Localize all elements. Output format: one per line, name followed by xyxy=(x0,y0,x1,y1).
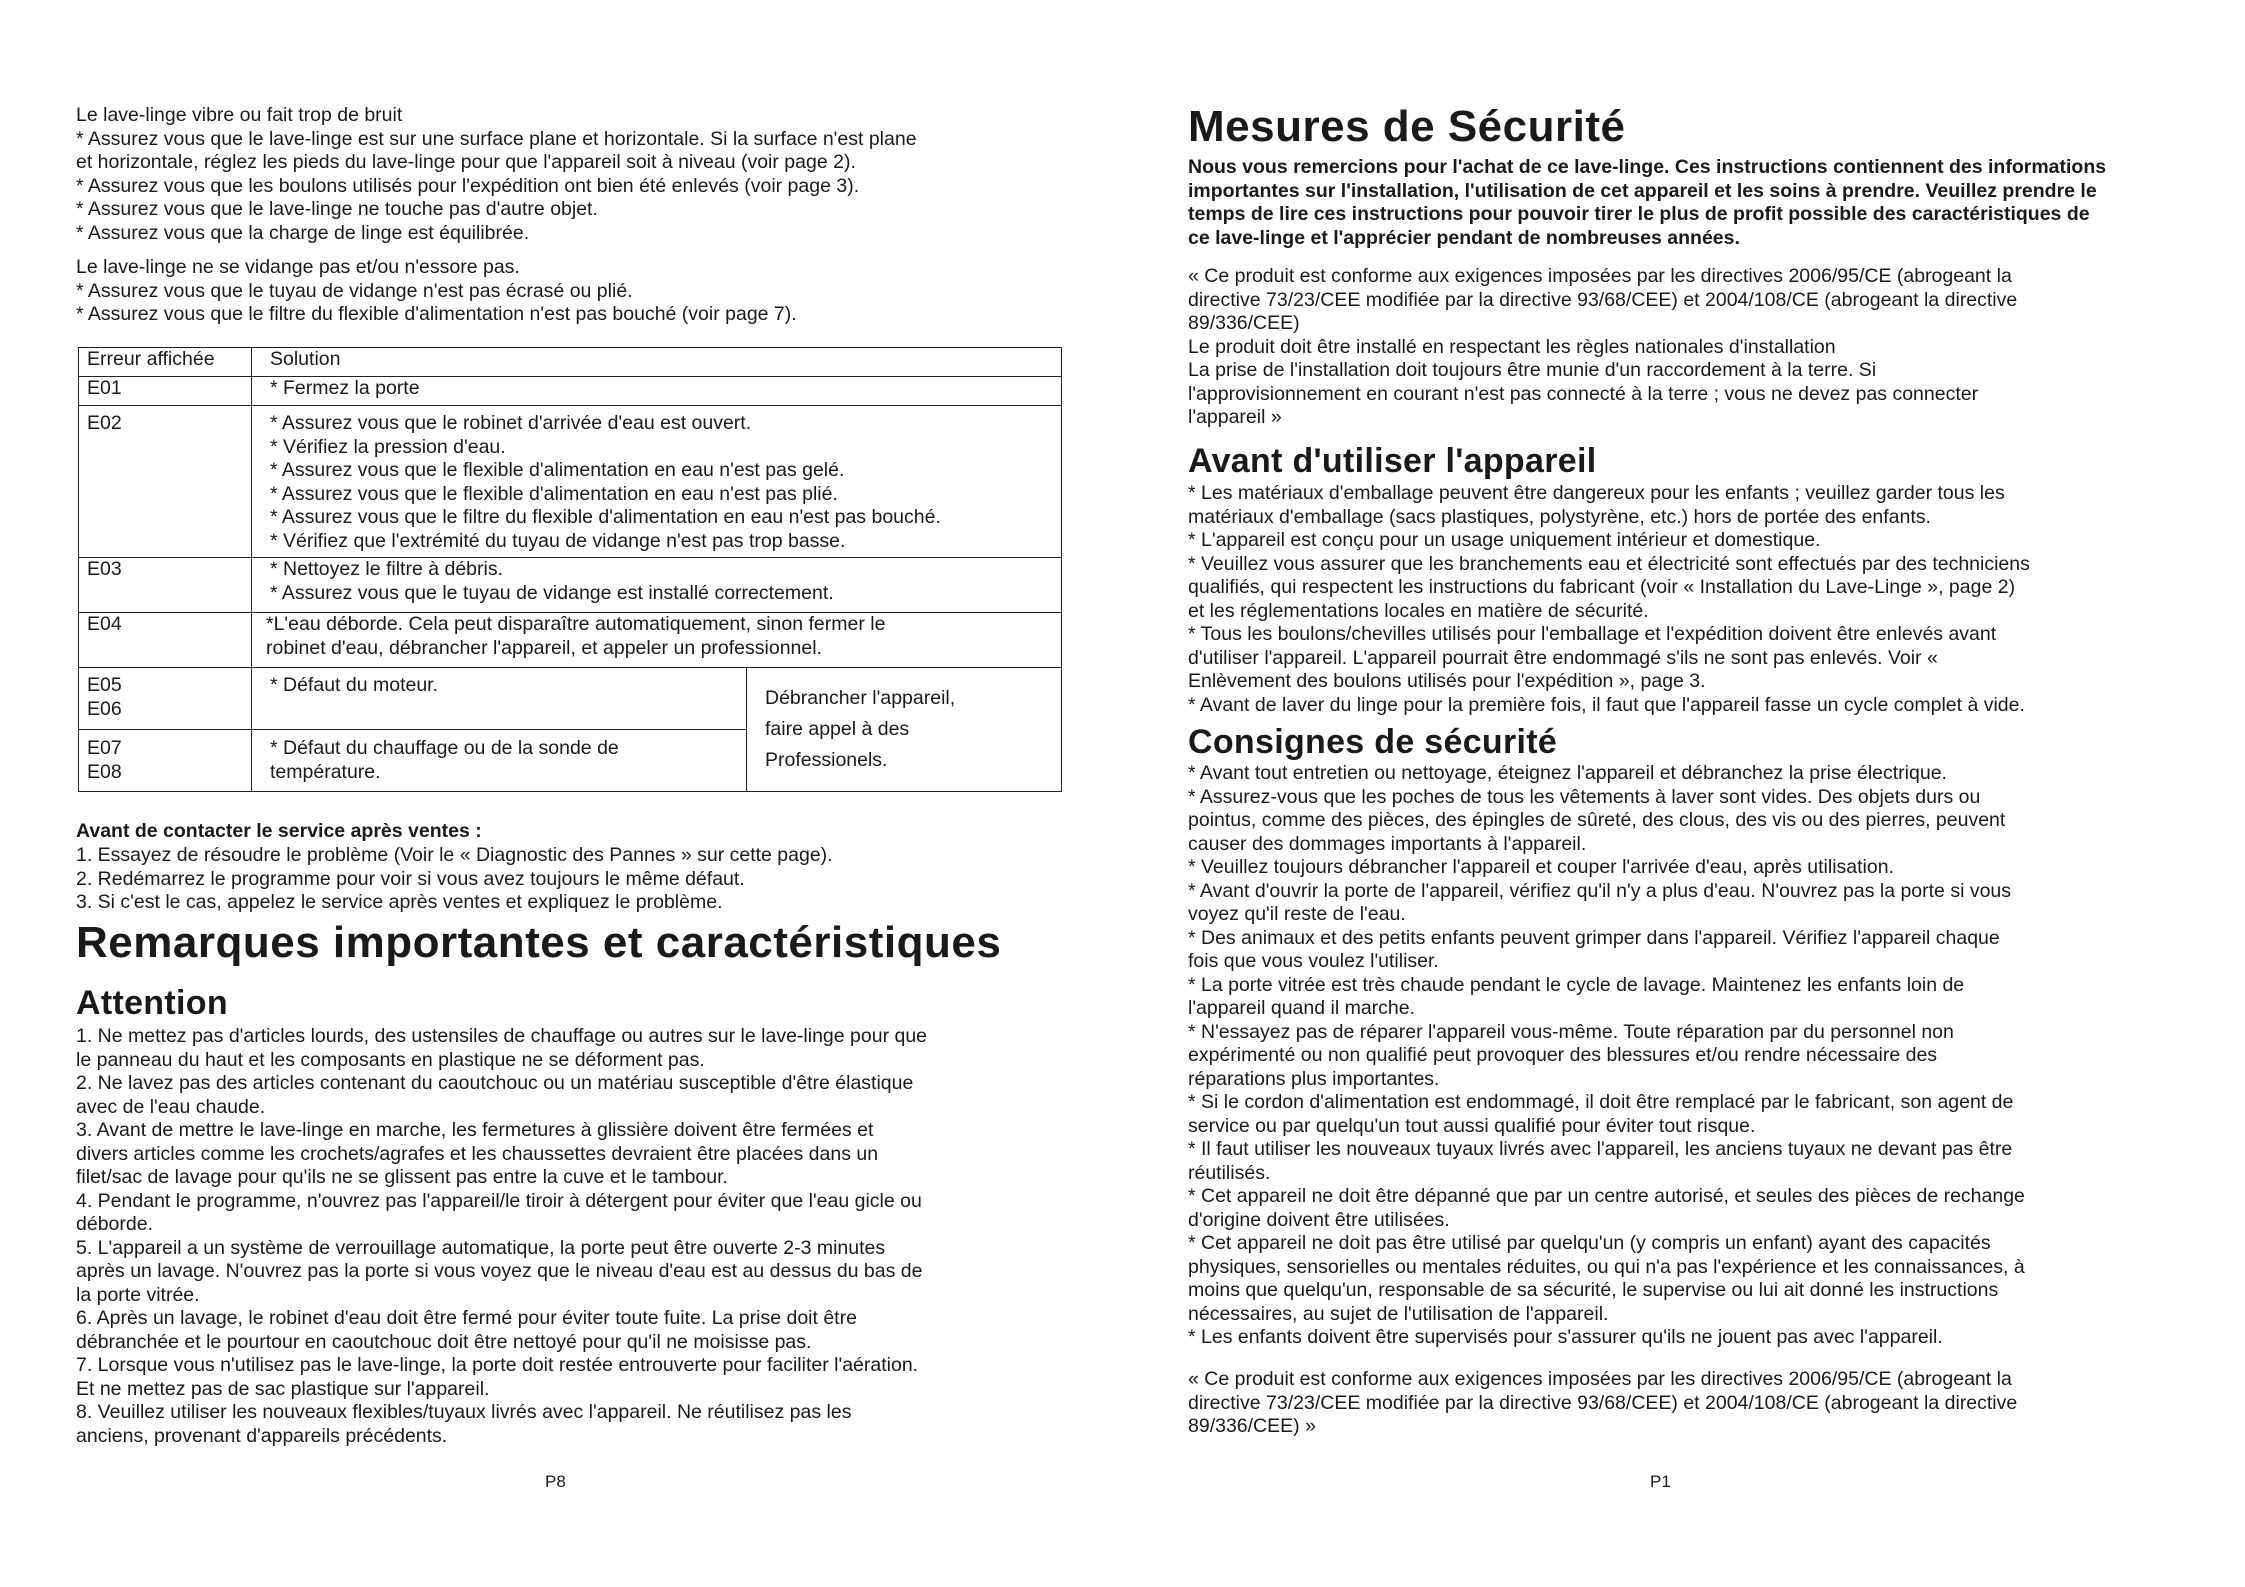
error-code-e05-e06: E05 E06 xyxy=(79,668,252,730)
noise-troubleshooting: Le lave-linge vibre ou fait trop de bruit * Assurez vous que le lave-linge est sur une surface plane et horizontale. Si la surface n'est plane et horizontale, réglez les pieds du lave-linge pour que l'appareil soit à niveau (voir page 2). * Assurez vous que les boulons utilisés pour l'expédition ont bien été enlevés (voir page 3). * Assurez vous que le lave-linge ne touche pas d'autre objet. * Assurez vous que la charge de linge est équilibrée. xyxy=(76,104,917,244)
contact-title: Avant de contacter le service après ventes : xyxy=(76,820,482,842)
consignes-heading: Consignes de sécurité xyxy=(1188,723,1558,761)
remarques-heading: Remarques importantes et caractéristiques xyxy=(76,918,1002,967)
solution-e02: * Assurez vous que le robinet d'arrivée d'eau est ouvert. * Vérifiez la pression d'eau. * Assurez vous que le flexible d'alimentation en eau n'est pas gelé. * Assurez vous que le flexible d'alimentation en eau n'est pas plié. * Assurez vous que le filtre du flexible d'alimentation en eau n'est pas bouché. * Vérifiez que l'extrémité du tuyau de vidange n'est pas trop basse. xyxy=(252,406,1062,558)
error-code-e04: E04 xyxy=(79,613,252,668)
error-code-e01: E01 xyxy=(79,377,252,406)
avant-heading: Avant d'utiliser l'appareil xyxy=(1188,442,1597,480)
thanks-paragraph: Nous vous remercions pour l'achat de ce lave-linge. Ces instructions contiennent des informations importantes sur l'installation, l'utilisation de cet appareil et les soins à prendre. Veuillez prendre le temps de lire ces instructions pour pouvoir tirer le plus de profit possible des caractéristiques de ce lave-linge et l'apprécier pendant de nombreuses années. xyxy=(1188,156,2107,249)
avant-list: * Les matériaux d'emballage peuvent être dangereux pour les enfants ; veuillez garder tous les matériaux d'emballage (sacs plastiques, polystyrène, etc.) hors de portée des enfants. * L'appareil est conçu pour un usage uniquement intérieur et domestique. * Veuillez vous assurer que les branchements eau et électricité sont effectués par des techniciens qualifiés, qui respectent les instructions du fabricant (voir « Installation du Lave-Linge », page 2) et les réglementations locales en matière de sécurité. * Tous les boulons/chevilles utilisés pour l'emballage et l'expédition doivent être enlevés avant d'utiliser l'appareil. L'appareil pourrait être endommagé s'ils ne sont pas enlevés. Voir « Enlèvement des boulons utilisés pour l'expédition », page 3. * Avant de laver du linge pour la première fois, il faut que l'appareil fasse un cycle complet à vide. xyxy=(1188,482,2030,716)
drain-troubleshooting: Le lave-linge ne se vidange pas et/ou n'essore pas. * Assurez vous que le tuyau de vidange n'est pas écrasé ou plié. * Assurez vous que le filtre du flexible d'alimentation n'est pas bouché (voir page 7). xyxy=(76,256,797,325)
error-code-e02: E02 xyxy=(79,406,252,558)
attention-heading: Attention xyxy=(76,984,228,1022)
solution-e05-e06: * Défaut du moteur. xyxy=(252,668,747,730)
securite-heading: Mesures de Sécurité xyxy=(1188,102,1626,151)
consignes-list: * Avant tout entretien ou nettoyage, éteignez l'appareil et débranchez la prise électrique. * Assurez-vous que les poches de tous les vêtements à laver sont vides. Des objets durs ou pointus, comme des pièces, des épingles de sûreté, des clous, des vis ou des pierres, peuvent causer des dommages importants à l'appareil. * Veuillez toujours débrancher l'appareil et couper l'arrivée d'eau, après utilisation. * Avant d'ouvrir la porte de l'appareil, vérifiez qu'il n'y a plus d'eau. N'ouvrez pas la porte si vous voyez qu'il reste de l'eau. * Des animaux et des petits enfants peuvent grimper dans l'appareil. Vérifiez l'appareil chaque fois que vous voulez l'utiliser. * La porte vitrée est très chaude pendant le cycle de lavage. Maintenez les enfants loin de l'appareil quand il marche. * N'essayez pas de réparer l'appareil vous-même. Toute réparation par du personnel non expérimenté ou non qualifié peut provoquer des blessures et/ou rendre nécessaire des réparations plus importantes. * Si le cordon d'alimentation est endommagé, il doit être remplacé par le fabricant, son agent de service ou par quelqu'un tout aussi qualifié pour éviter tout risque. * Il faut utiliser les nouveaux tuyaux livrés avec l'appareil, les anciens tuyaux ne devant pas être réutilisés. * Cet appareil ne doit être dépanné que par un centre autorisé, et seules des pièces de rechange d'origine doivent être utilisées. * Cet appareil ne doit pas être utilisé par quelqu'un (y compris un enfant) ayant des capacités physiques, sensorielles ou mentales réduites, ou qui n'a pas l'expérience et les connaissances, à moins que quelqu'un, responsable de sa sécurité, le supervise ou lui ait donné les instructions nécessaires, au sujet de l'utilisation de l'appareil. * Les enfants doivent être supervisés pour s'assurer qu'ils ne jouent pas avec l'appareil. xyxy=(1188,762,2025,1348)
error-table xyxy=(78,347,1062,792)
solution-merged-professional: Débrancher l'appareil, faire appel à des Professionels. xyxy=(747,668,1062,792)
error-code-e07-e08: E07 E08 xyxy=(79,730,252,792)
contact-list: 1. Essayez de résoudre le problème (Voir le « Diagnostic des Pannes » sur cette page). 2. Redémarrez le programme pour voir si vous avez toujours le même défaut. 3. Si c'est le cas, appelez le service après ventes et expliquez le problème. xyxy=(76,844,833,913)
conformity-paragraph: « Ce produit est conforme aux exigences imposées par les directives 2006/95/CE (abrogeant la directive 73/23/CEE modifiée par la directive 93/68/CEE) et 2004/108/CE (abrogeant la directive 89/336/CEE) Le produit doit être installé en respectant les règles nationales d'installation La prise de l'installation doit toujours être munie d'un raccordement à la terre. Si l'approvisionnement en courant n'est pas connecté à la terre ; vous ne devez pas connecter l'appareil » xyxy=(1188,265,2018,428)
solution-e01: * Fermez la porte xyxy=(252,377,1062,406)
attention-list: 1. Ne mettez pas d'articles lourds, des ustensiles de chauffage ou autres sur le lave-linge pour que le panneau du haut et les composants en plastique ne se déforment pas. 2. Ne lavez pas des articles contenant du caoutchouc ou un matériau susceptible d'être élastique avec de l'eau chaude. 3. Avant de mettre le lave-linge en marche, les fermetures à glissière doivent être fermées et divers articles comme les crochets/agrafes et les chaussettes devraient être placées dans un filet/sac de lavage pour qu'ils ne se glissent pas entre la cuve et le tambour. 4. Pendant le programme, n'ouvrez pas l'appareil/le tiroir à détergent pour éviter que l'eau gicle ou déborde. 5. L'appareil a un système de verrouillage automatique, la porte peut être ouverte 2-3 minutes après un lavage. N'ouvrez pas la porte si vous voyez que le niveau d'eau est au dessus du bas de la porte vitrée. 6. Après un lavage, le robinet d'eau doit être fermé pour éviter toute fuite. La prise doit être débranchée et le pourtour en caoutchouc doit être nettoyé pour qu'il ne moisisse pas. 7. Lorsque vous n'utilisez pas le lave-linge, la porte doit restée entrouverte pour faciliter l'aération. Et ne mettez pas de sac plastique sur l'appareil. 8. Veuillez utiliser les nouveaux flexibles/tuyaux livrés avec l'appareil. Ne réutilisez pas les anciens, provenant d'appareils précédents. xyxy=(76,1025,928,1447)
header-code: Erreur affichée xyxy=(79,348,252,377)
page-number-left: P8 xyxy=(545,1472,566,1491)
page-number-right: P1 xyxy=(1650,1472,1671,1491)
header-solution: Solution xyxy=(252,348,1062,377)
conformity-footer: « Ce produit est conforme aux exigences imposées par les directives 2006/95/CE (abrogeant la directive 73/23/CEE modifiée par la directive 93/68/CEE) et 2004/108/CE (abrogeant la directive 89/336/CEE) » xyxy=(1188,1368,2018,1437)
solution-e04: *L'eau déborde. Cela peut disparaître automatiquement, sinon fermer le robinet d'eau, débrancher l'appareil, et appeler un professionnel. xyxy=(252,613,1062,668)
error-code-e03: E03 xyxy=(79,558,252,613)
solution-e07-e08: * Défaut du chauffage ou de la sonde de température. xyxy=(252,730,747,792)
solution-e03: * Nettoyez le filtre à débris. * Assurez vous que le tuyau de vidange est installé correctement. xyxy=(252,558,1062,613)
